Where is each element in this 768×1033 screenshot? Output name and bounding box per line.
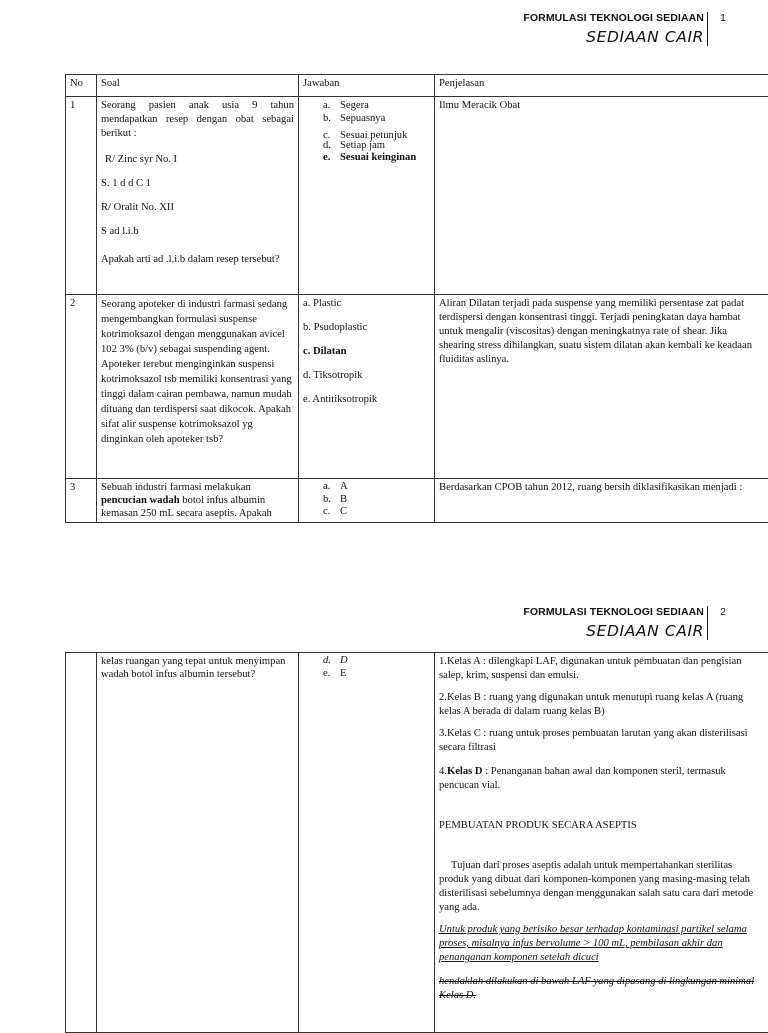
table-row	[66, 479, 768, 523]
question-text	[97, 97, 299, 295]
explanation-paragraph: 4.Kelas D : Penanganan bahan awal dan komponen steril, termasuk pencucan vial.	[439, 765, 765, 793]
header-title: FORMULASI TEKNOLOGI SEDIAAN	[523, 606, 704, 618]
answer-option: c. Sesuai petunjuk	[323, 131, 430, 141]
answer-option-correct: d. D	[323, 655, 430, 668]
col-header-jawaban: Jawaban	[299, 75, 435, 97]
question-text: kelas ruangan yang tepat untuk menyimpan wadah botol infus albumin tersebut?	[97, 653, 299, 1033]
explanation: Berdasarkan CPOB tahun 2012, ruang bersih diklasifikasikan menjadi :	[435, 479, 768, 523]
question-text: Sebuah industri farmasi melakukan pencucian wadah botol infus albumin kemasan 250 mL secara aseptis. Apakah	[97, 479, 299, 523]
section-heading: PEMBUATAN PRODUK SECARA ASEPTIS	[439, 819, 765, 833]
col-header-soal: Soal	[97, 75, 299, 97]
explanation: Aliran Dilatan terjadi pada suspense yang memiliki persentase zat padat terdispersi dengan konsentrasi tinggi. Terjadi peningkatan daya hambat untuk mengalir (viscositas) dengan meningkatnya rate of shear. Jika shearing stress dihilangkan, suatu sistem dilatan akan kembali ke keadaan fluiditas aslinya.	[435, 295, 768, 479]
question-table-page1	[65, 74, 768, 523]
col-header-penjelasan: Penjelasan	[435, 75, 768, 97]
question-line: Seorang pasien anak usia 9 tahun mendapatkan resep dengan obat sebagai berikut :	[101, 99, 294, 141]
underlined-paragraph: Untuk produk yang berisiko besar terhadap kontaminasi partikel selama proses, misalnya infus bervolume > 100 mL, pembilasan akhir dan penanganan komponen setelah dicuci	[439, 923, 765, 965]
explanation-paragraph: Tujuan dari proses aseptis adalah untuk mempertahankan sterilitas produk yang dibuat dari komponen-komponen yang masing-masing telah disterilisasi sebelumnya dengan menggunakan salah satu cara dari metode yang ada.	[439, 859, 765, 915]
question-line: S ad l.i.b	[101, 225, 294, 239]
answer-option: d. Tiksotropik	[303, 369, 430, 383]
explanation-paragraph: 2.Kelas B : ruang yang digunakan untuk menutupi ruang kelas A (ruang kelas A berada di dalam ruang kelas B)	[439, 691, 765, 719]
page-number: 1	[720, 12, 726, 24]
emphasis-text: pencucian wadah	[101, 495, 180, 506]
explanation: Ilmu Meracik Obat	[435, 97, 768, 295]
answer-option: e. Antitiksotropik	[303, 393, 430, 407]
answer-options	[299, 653, 435, 1033]
answer-option: a. Plastic	[303, 297, 430, 311]
answer-option: b. Psudoplastic	[303, 321, 430, 335]
table-row	[66, 295, 768, 479]
answer-option: a. Segera	[323, 99, 430, 112]
answer-option: a. A	[323, 481, 430, 494]
header-subtitle: SEDIAAN CAIR	[586, 622, 704, 640]
answer-option-correct: c. Dilatan	[303, 345, 430, 359]
table-row	[66, 97, 768, 295]
table-row	[66, 653, 768, 1033]
header-subtitle: SEDIAAN CAIR	[586, 28, 704, 46]
answer-options	[299, 479, 435, 523]
overlapped-paragraph: hendaklah dilakukan di bawah LAF yang dipasang di lingkungan minimal Kelas D.	[439, 975, 765, 1003]
row-number: 3	[66, 479, 97, 523]
page-number: 2	[720, 606, 726, 618]
answer-option: b. B	[323, 494, 430, 507]
page2-header	[348, 606, 768, 656]
page1-header	[348, 12, 768, 62]
row-number: 1	[66, 97, 97, 295]
answer-option: c. C	[323, 506, 430, 519]
answer-option-correct: e. Sesuai keinginan	[323, 151, 430, 164]
answer-options	[299, 295, 435, 479]
explanation-paragraph: 3.Kelas C : ruang untuk proses pembuatan larutan yang akan disterilisasi secara filtrasi	[439, 727, 765, 755]
answer-options	[299, 97, 435, 295]
col-header-no: No	[66, 75, 97, 97]
question-table-page2	[65, 652, 768, 1033]
row-number-empty	[66, 653, 97, 1033]
question-line: Apakah arti ad .l.i.b dalam resep tersebut?	[101, 249, 294, 271]
answer-option: b. Sepuasnya	[323, 112, 430, 125]
header-divider	[707, 606, 708, 640]
header-title: FORMULASI TEKNOLOGI SEDIAAN	[523, 12, 704, 24]
explanation-paragraph: 1.Kelas A : dilengkapi LAF, digunakan untuk pembuatan dan pengisian salep, krim, suspensi dan emulsi.	[439, 655, 765, 683]
answer-option: d. Setiap jam	[323, 141, 430, 151]
question-text: Seorang apoteker di industri farmasi sedang mengembangkan formulasi suspense kotrimoksazol dengan menggunakan avicel 102 3% (b/v) sebagai suspending agent. Apoteker terebut menginginkan suspensi kotrimoksazol tsb memiliki konsentrasi yang tinggi dalam cairan pembawa, namun mudah dituang dan terdispersi saat dikocok. Apakah sifat alir suspense kotrimoksazol yg dinginkan oleh apoteker tsb?	[97, 295, 299, 479]
table-header-row	[66, 75, 768, 97]
question-line: S. 1 d d C 1	[101, 177, 294, 191]
header-divider	[707, 12, 708, 46]
explanation	[435, 653, 768, 1033]
question-line: R/ Oralit No. XII	[101, 201, 294, 215]
question-line: R/ Zinc syr No. I	[101, 153, 294, 167]
answer-option: e. E	[323, 668, 430, 681]
row-number: 2	[66, 295, 97, 479]
